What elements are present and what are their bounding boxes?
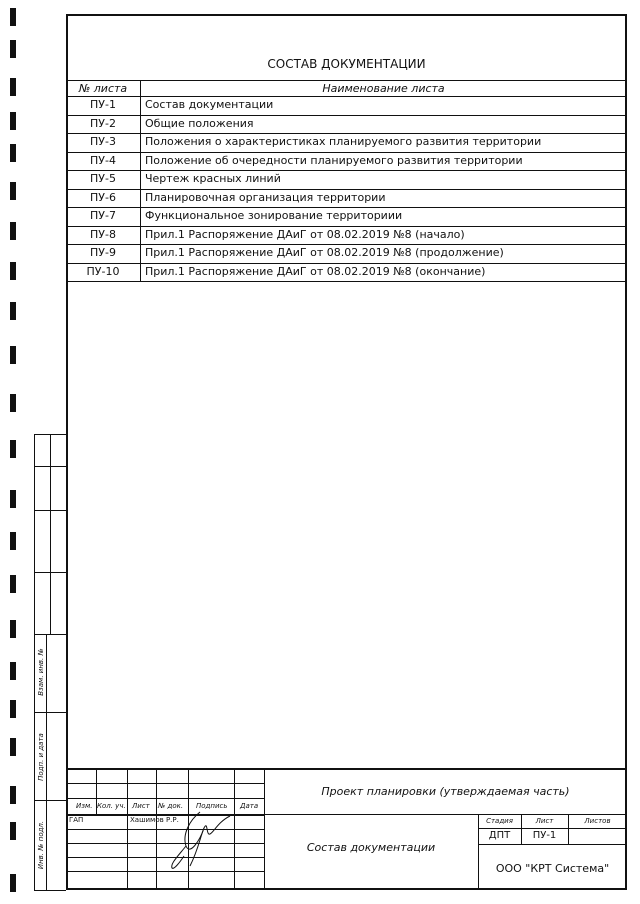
sheet-name-cell: Прил.1 Распоряжение ДАиГ от 08.02.2019 №8 (окончание): [145, 264, 486, 278]
project-title: Проект планировки (утверждаемая часть): [321, 785, 570, 798]
binding-mark: [10, 346, 16, 364]
binding-mark: [10, 662, 16, 680]
stamp-header-ndok: № док.: [158, 802, 184, 810]
table-top-line: [66, 80, 627, 81]
side-stamp-line-6: [34, 800, 66, 801]
binding-mark: [10, 575, 16, 593]
sheet-name-cell: Прил.1 Распоряжение ДАиГ от 08.02.2019 №8 (продолжение): [145, 246, 504, 259]
binding-mark: [10, 40, 16, 58]
sheet-number-cell: ПУ-9: [90, 246, 116, 259]
binding-mark: [10, 490, 16, 508]
header-sheet-name: Наименование листа: [322, 82, 445, 95]
sheet-number-cell: ПУ-2: [90, 116, 116, 130]
stamp-grid-row: [66, 783, 264, 784]
stamp-header-data: Дата: [240, 802, 259, 810]
table-row-line: [66, 96, 627, 97]
table-row-line: [66, 263, 627, 264]
side-stamp-line-4: [34, 634, 66, 635]
side-stamp-line-5: [34, 712, 66, 713]
side-stamp-line-1: [34, 466, 66, 467]
stamp-top-line: [66, 768, 627, 770]
table-col-divider: [140, 80, 141, 281]
side-stamp-bottom-line: [34, 890, 66, 891]
binding-mark: [10, 532, 16, 550]
sheet-name-cell: Функциональное зонирование территориии: [145, 209, 403, 222]
sheet-title: Состав документации: [306, 841, 436, 854]
binding-mark: [10, 620, 16, 638]
listov-label: Листов: [584, 817, 611, 825]
table-row-line: [66, 244, 627, 245]
stamp-value-row-line: [478, 844, 627, 845]
stamp-person: Хашимов Р.Р.: [130, 816, 179, 824]
binding-mark: [10, 8, 16, 26]
table-row-line: [66, 115, 627, 116]
side-label-vzam: Взам. инв. №: [37, 648, 45, 696]
table-row-line: [66, 189, 627, 190]
sheet-name-cell: Чертеж красных линий: [145, 172, 281, 185]
sheet-number-cell: ПУ-3: [90, 135, 116, 148]
binding-mark: [10, 738, 16, 756]
stamp-role: ГАП: [69, 816, 84, 824]
side-stamp-mid-line: [50, 434, 51, 634]
binding-mark: [10, 112, 16, 130]
binding-mark: [10, 874, 16, 892]
company-name: ООО "КРТ Система": [495, 862, 610, 875]
binding-mark: [10, 262, 16, 280]
binding-mark: [10, 700, 16, 718]
binding-mark: [10, 822, 16, 840]
binding-mark: [10, 786, 16, 804]
header-sheet-number: № листа: [78, 82, 128, 95]
table-row-line: [66, 281, 627, 282]
list-value: ПУ-1: [532, 830, 557, 841]
side-label-podp: Подп. и дата: [37, 733, 45, 781]
signature-image: [160, 806, 240, 872]
stamp-grid-row: [66, 798, 264, 799]
stadia-label: Стадия: [486, 817, 513, 825]
sheet-name-cell: Положения о характеристиках планируемого развития территории: [145, 135, 542, 148]
binding-mark: [10, 78, 16, 96]
binding-mark: [10, 222, 16, 240]
side-label-inv: Инв. № подл.: [37, 820, 45, 870]
table-row-line: [66, 226, 627, 227]
stamp-header-izm: Изм.: [76, 802, 93, 810]
table-row-line: [66, 207, 627, 208]
sheet-name-cell: Прил.1 Распоряжение ДАиГ от 08.02.2019 №8 (начало): [145, 227, 465, 241]
sheet-number-cell: ПУ-8: [90, 227, 116, 241]
stamp-project-line: [264, 814, 627, 815]
side-stamp-left-line: [34, 434, 35, 890]
table-row-line: [66, 170, 627, 171]
binding-mark: [10, 182, 16, 200]
sheet-name-cell: Планировочная организация территории: [145, 190, 386, 204]
sheet-number-cell: ПУ-7: [90, 209, 116, 222]
table-row-line: [66, 152, 627, 153]
stamp-header-list: Лист: [132, 802, 150, 810]
sheet-number-cell: ПУ-5: [90, 172, 116, 185]
side-stamp-top-line: [34, 434, 66, 435]
binding-mark: [10, 144, 16, 162]
sheet-number-cell: ПУ-4: [90, 153, 116, 167]
sheet-name-cell: Состав документации: [145, 98, 274, 111]
binding-mark: [10, 440, 16, 458]
list-label: Лист: [535, 817, 554, 825]
table-row-line: [66, 133, 627, 134]
sheet-number-cell: ПУ-10: [86, 264, 120, 278]
stadia-value: ДПТ: [488, 830, 511, 841]
sheet-number-cell: ПУ-6: [90, 190, 116, 204]
sheet-name-cell: Общие положения: [145, 116, 254, 130]
sheet-number-cell: ПУ-1: [90, 98, 116, 111]
document-title: СОСТАВ ДОКУМЕНТАЦИИ: [267, 57, 426, 71]
stamp-header-podpis: Подпись: [196, 802, 228, 810]
side-stamp-line-2: [34, 510, 66, 511]
binding-mark: [10, 302, 16, 320]
stamp-header-kol: Кол. уч.: [97, 802, 126, 810]
side-stamp-line-3: [34, 572, 66, 573]
binding-mark: [10, 394, 16, 412]
sheet-name-cell: Положение об очередности планируемого развития территории: [145, 153, 523, 167]
